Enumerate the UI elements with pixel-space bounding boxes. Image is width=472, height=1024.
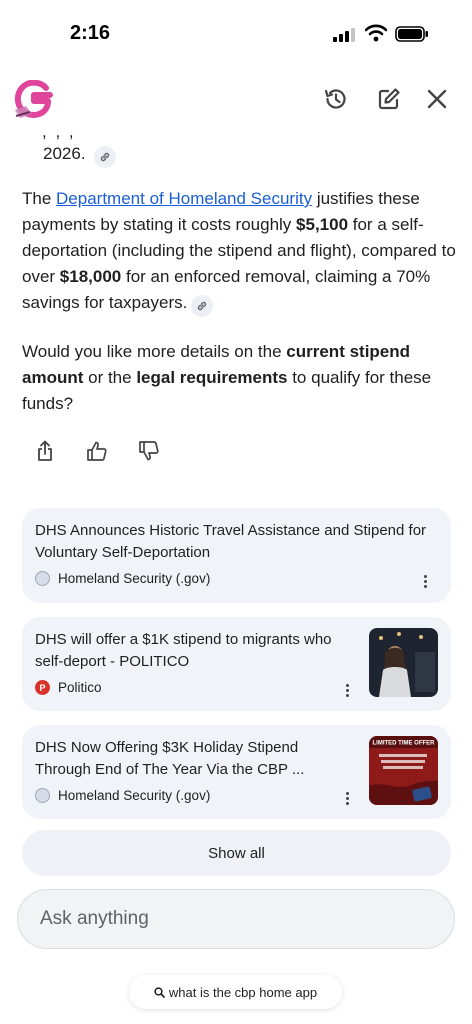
cost-enforced-removal: $18,000 [59,267,122,286]
link-icon [196,300,208,312]
edit-icon [376,86,402,112]
answer-paragraph-3: Would you like more details on the current stipend amount or the legal requirements to qualify for these funds? [22,342,432,413]
status-time: 2:16 [70,22,111,44]
cellular-signal-icon [333,28,357,42]
status-bar [0,0,472,70]
ask-input[interactable]: Ask anything [17,889,455,949]
dhs-link[interactable]: Department of Homeland Security [56,189,313,208]
source-publisher: Homeland Security (.gov) [35,788,210,803]
source-title: DHS Announces Historic Travel Assistance and Stipend for Voluntary Self-Deportation [35,522,427,561]
source-thumbnail [369,736,438,805]
source-more-button[interactable] [340,787,354,809]
source-more-button[interactable] [340,679,354,701]
close-icon [426,88,448,110]
battery-icon [395,26,429,42]
share-button[interactable] [30,436,60,466]
new-chat-button[interactable] [374,84,404,114]
dhs-seal-icon [35,571,50,586]
source-more-button[interactable] [418,570,432,592]
source-card[interactable] [22,508,451,603]
thumb-label: LIMITED TIME OFFER [372,740,435,747]
source-thumbnail [369,628,438,697]
news-photo-image [369,628,438,697]
citation-link-button[interactable] [191,295,213,317]
answer-paragraph-1: 2026. [22,141,456,168]
search-icon [154,987,165,998]
thumbs-down-button[interactable] [134,436,164,466]
source-title: DHS will offer a $1K stipend to migrants who self-deport - POLITICO [35,631,332,670]
suggestion-chip[interactable]: what is the cbp home app [129,975,342,1009]
show-all-button[interactable]: Show all [22,830,451,876]
thumbs-up-icon [86,440,108,462]
app-header [0,70,472,130]
history-icon [323,86,349,112]
politico-logo-icon: P [35,680,50,695]
answer-paragraph-2: The Department of Homeland Security justifies these payments by stating it costs roughly $5,100 for a self-deportation (including the stipend and flight), compared to over $18,000 for an enforced removal, claiming a 70% savings for taxpayers. [22,186,456,317]
source-publisher: P Politico [35,680,102,695]
feedback-row [22,436,222,466]
answer-content [22,130,456,417]
clipped-previous-line: , , , [42,130,76,140]
source-card[interactable] [22,617,451,711]
wifi-icon [365,24,387,42]
thumbs-up-button[interactable] [82,436,112,466]
link-icon [99,151,111,163]
thumbs-down-icon [138,440,160,462]
source-title: DHS Now Offering $3K Holiday Stipend Through End of The Year Via the CBP ... [35,739,305,778]
share-icon [36,440,54,462]
source-card[interactable] [22,725,451,819]
cost-self-deportation: $5,100 [296,215,349,234]
dhs-seal-icon [35,788,50,803]
history-button[interactable] [321,84,351,114]
source-publisher: Homeland Security (.gov) [35,571,210,586]
promo-graphic-image [369,736,438,805]
citation-link-button[interactable] [94,146,116,168]
close-button[interactable] [422,84,452,114]
app-logo-icon[interactable] [12,80,56,120]
